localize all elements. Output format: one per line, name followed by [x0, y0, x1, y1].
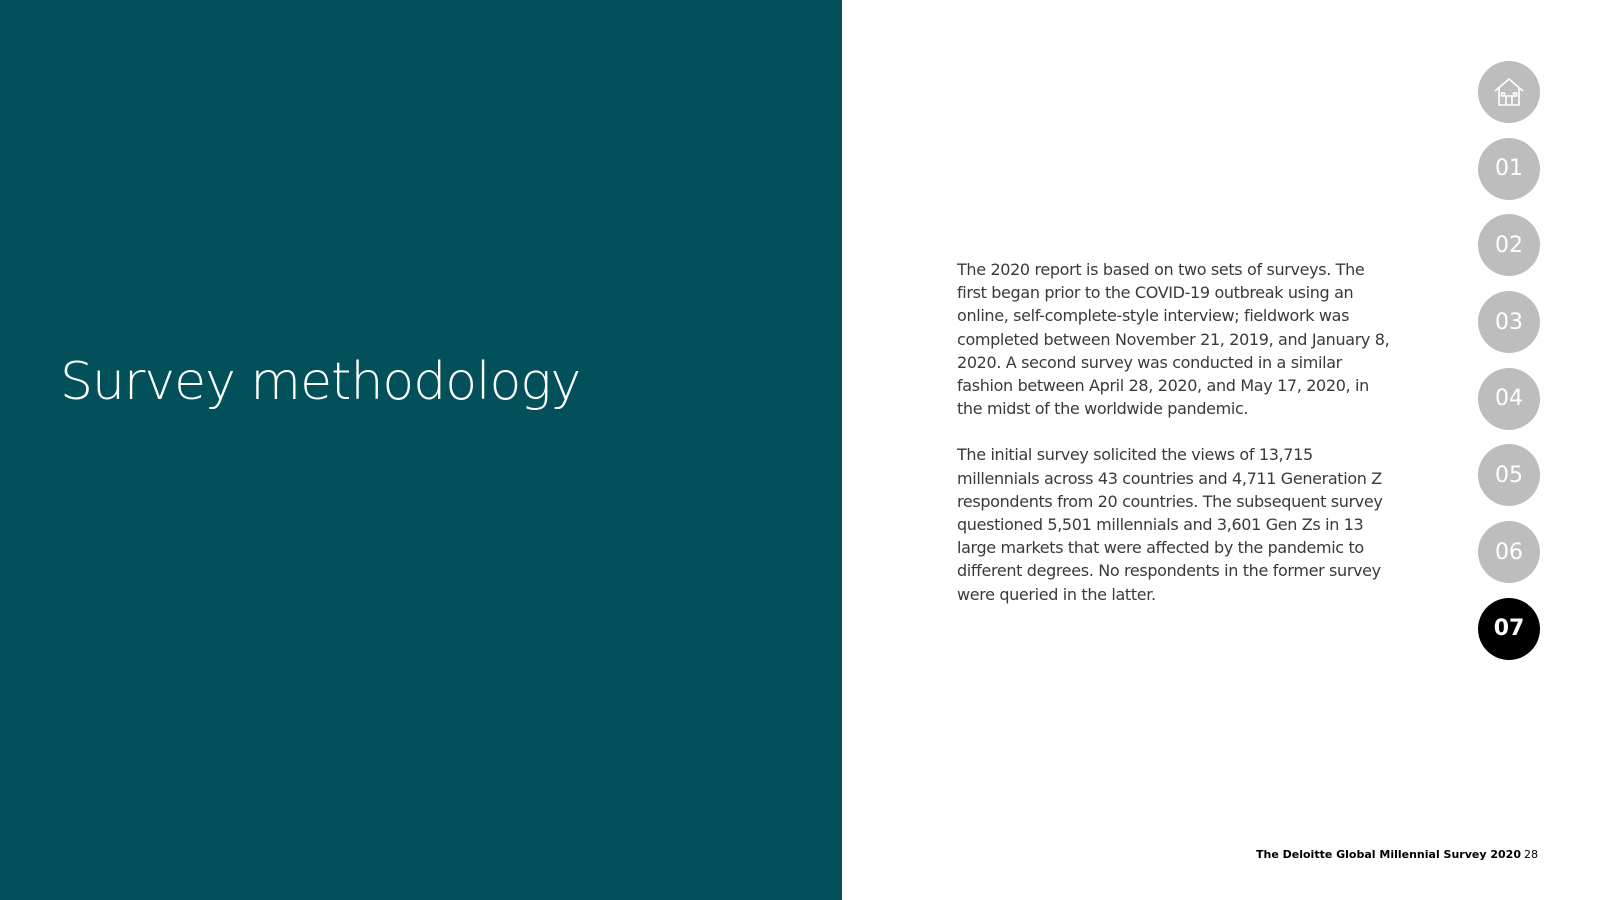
page-number: 28: [1524, 848, 1538, 861]
home-icon[interactable]: [1478, 61, 1540, 123]
paragraph-1: The 2020 report is based on two sets of surveys. The first began prior to the COVID-19 outbreak using an online, self-complete-style interview; fieldwork was completed between November 21, 2019, and January 8, 2020. A second survey was conducted in a similar fashion between April 28, 2020, and May 17, 2020, in the midst of the worldwide pandemic.: [957, 260, 1390, 419]
nav-item-04[interactable]: 04: [1478, 368, 1540, 430]
nav-item-03[interactable]: 03: [1478, 291, 1540, 353]
nav-item-01[interactable]: 01: [1478, 138, 1540, 200]
footer-publication-title: The Deloitte Global Millennial Survey 2020: [1256, 848, 1521, 861]
nav-item-05[interactable]: 05: [1478, 444, 1540, 506]
section-nav: [1478, 61, 1540, 675]
house-icon: [1491, 74, 1527, 110]
nav-item-02[interactable]: 02: [1478, 214, 1540, 276]
nav-item-06[interactable]: 06: [1478, 521, 1540, 583]
page-title: Survey methodology: [60, 352, 581, 412]
nav-item-07[interactable]: 07: [1478, 598, 1540, 660]
paragraph-2: The initial survey solicited the views of 13,715 millennials across 43 countries and 4,711 Generation Z respondents from 20 countries. The subsequent survey questioned 5,501 millennials and 3,601 Gen Zs in 13 large markets that were affected by the pandemic to different degrees. No respondents in the former survey were queried in the latter.: [957, 445, 1383, 604]
methodology-text: [957, 258, 1397, 629]
